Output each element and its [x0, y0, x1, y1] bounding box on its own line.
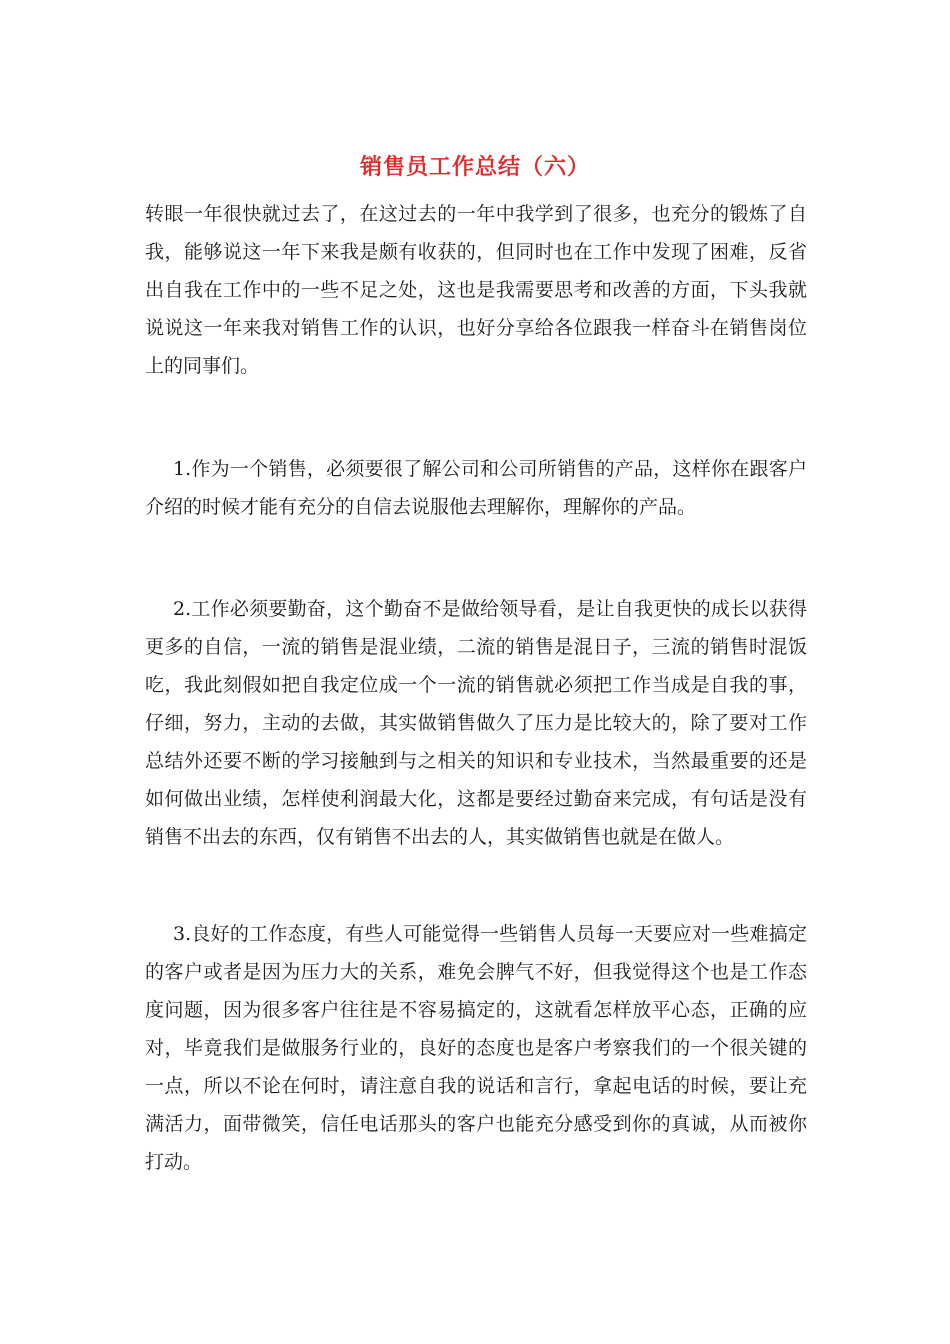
point-2-paragraph: 2.工作必须要勤奋，这个勤奋不是做给领导看，是让自我更快的成长以获得更多的自信，一流的销售是混业绩，二流的销售是混日子，三流的销售时混饭吃，我此刻假如把自我定位成一个一流的销售就必须把工作当成是自我的事，仔细，努力，主动的去做，其实做销售做久了压力是比较大的，除了要对工作总结外还要不断的学习接触到与之相关的知识和专业技术，当然最重要的还是如何做出业绩，怎样使利润最大化，这都是要经过勤奋来完成，有句话是没有销售不出去的东西，仅有销售不出去的人，其实做销售也就是在做人。: [145, 598, 807, 848]
point-3-paragraph: 3.良好的工作态度，有些人可能觉得一些销售人员每一天要应对一些难搞定的客户或者是因为压力大的关系，难免会脾气不好，但我觉得这个也是工作态度问题，因为很多客户往往是不容易搞定的，这就看怎样放平心态，正确的应对，毕竟我们是做服务行业的，良好的态度也是客户考察我们的一个很关键的一点，所以不论在何时，请注意自我的说话和言行，拿起电话的时候，要让充满活力，面带微笑，信任电话那头的客户也能充分感受到你的真诚，从而被你打动。: [145, 923, 807, 1173]
document-title: 销售员工作总结（六）: [359, 155, 590, 180]
intro-paragraph: 转眼一年很快就过去了，在这过去的一年中我学到了很多，也充分的锻炼了自我，能够说这一年下来我是颇有收获的，但同时也在工作中发现了困难，反省出自我在工作中的一些不足之处，这也是我需要思考和改善的方面，下头我就说说这一年来我对销售工作的认识，也好分享给各位跟我一样奋斗在销售岗位上的同事们。: [145, 203, 807, 377]
point-1-paragraph: 1.作为一个销售，必须要很了解公司和公司所销售的产品，这样你在跟客户介绍的时候才能有充分的自信去说服他去理解你，理解你的产品。: [145, 458, 807, 518]
